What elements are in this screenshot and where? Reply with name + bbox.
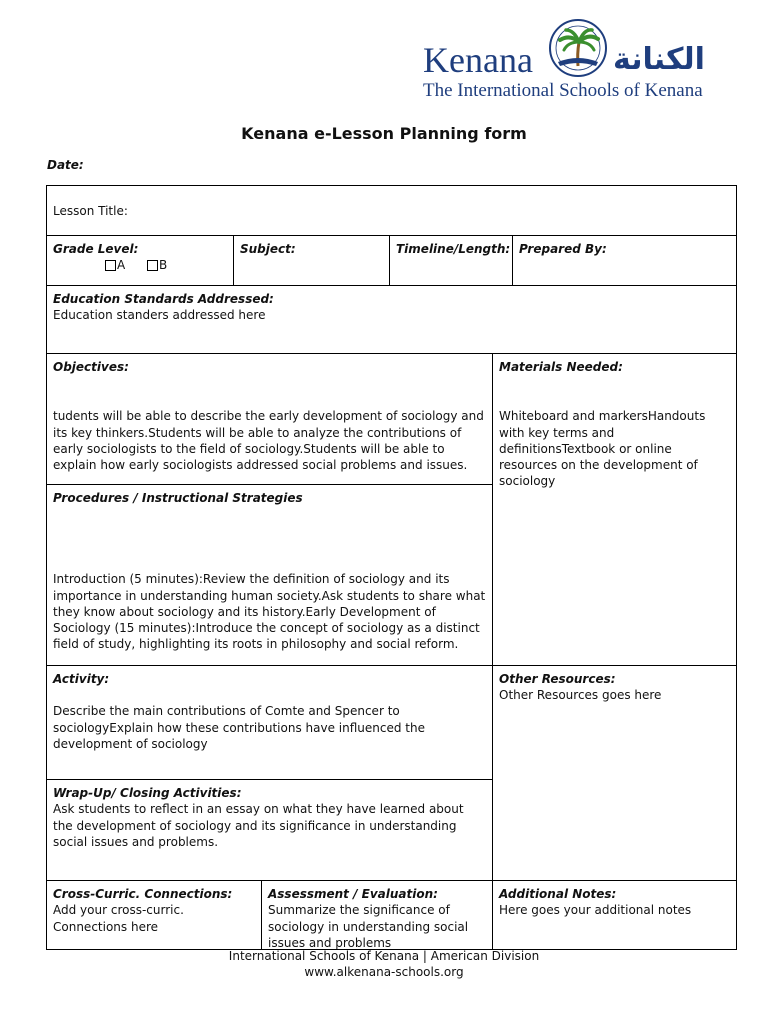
lesson-plan-form: [46, 185, 737, 950]
wrapup-label: Wrap-Up/ Closing Activities:: [53, 786, 242, 800]
cross-curric-label: Cross-Curric. Connections:: [53, 887, 233, 901]
subject-cell[interactable]: [233, 235, 390, 286]
grade-option-b-label: B: [159, 258, 168, 273]
assessment-cell[interactable]: [261, 880, 493, 950]
timeline-label: Timeline/Length:: [396, 242, 511, 256]
procedures-label: Procedures / Instructional Strategies: [53, 491, 303, 505]
assessment-text: Summarize the significance of sociology in understanding social issues and problems: [268, 903, 469, 950]
standards-text: Education standers addressed here: [53, 308, 266, 323]
activity-cell[interactable]: [46, 665, 493, 780]
procedures-text: Introduction (5 minutes):Review the definition of sociology and its importance in understanding human society.Ask students to share what they know about sociology and its history.Early Development of Sociology (15 minutes):Introduce the concept of sociology as a distinct field of study, highlighting its roots in philosophy and social reform.: [53, 572, 486, 652]
lesson-title-label: Lesson Title:: [53, 204, 128, 218]
materials-text: Whiteboard and markersHandouts with key terms and definitionsTextbook or online resources on the development of sociology: [499, 409, 706, 489]
grade-option-a[interactable]: [105, 257, 125, 273]
additional-notes-label: Additional Notes:: [499, 887, 617, 901]
logo-subtitle: The International Schools of Kenana: [423, 80, 703, 101]
objectives-label: Objectives:: [53, 360, 129, 374]
footer-website-link[interactable]: www.alkenana-schools.org: [304, 965, 464, 979]
checkbox-icon[interactable]: [147, 260, 158, 271]
grade-option-b[interactable]: [147, 257, 167, 273]
school-logo: [420, 18, 732, 104]
logo-text-ar: الكنانة: [613, 42, 705, 77]
wrapup-cell[interactable]: [46, 779, 493, 881]
wrapup-text: Ask students to reflect in an essay on what they have learned about the development of sociology and its significance in understanding social issues and problems.: [53, 802, 464, 849]
standards-cell[interactable]: [46, 285, 737, 354]
grade-level-cell: [46, 235, 234, 286]
additional-notes-cell[interactable]: [492, 880, 737, 950]
cross-curric-text: Add your cross-curric. Connections here: [53, 903, 184, 934]
logo-text-en: Kenana: [423, 40, 533, 80]
timeline-cell[interactable]: [389, 235, 513, 286]
prepared-by-cell[interactable]: [512, 235, 737, 286]
objectives-text: tudents will be able to describe the early development of sociology and its key thinkers.Students will be able to analyze the contributions of early sociologists to the field of sociology.Students will be able to explain how early sociologists addressed social problems and issues.: [53, 409, 484, 473]
materials-cell[interactable]: [492, 353, 737, 666]
palm-tree-emblem-icon: [544, 18, 612, 80]
activity-label: Activity:: [53, 672, 110, 686]
procedures-cell[interactable]: [46, 484, 493, 666]
materials-label: Materials Needed:: [499, 360, 623, 374]
other-resources-cell[interactable]: [492, 665, 737, 881]
lesson-title-cell[interactable]: [46, 185, 737, 236]
additional-notes-text: Here goes your additional notes: [499, 903, 692, 918]
standards-label: Education Standards Addressed:: [53, 292, 274, 306]
grade-level-label: Grade Level:: [53, 242, 139, 256]
activity-text: Describe the main contributions of Comte and Spencer to sociologyExplain how these contributions have influenced the development of sociology: [53, 704, 425, 751]
prepared-by-label: Prepared By:: [519, 242, 607, 256]
other-resources-text: Other Resources goes here: [499, 688, 662, 703]
grade-option-a-label: A: [117, 258, 126, 273]
checkbox-icon[interactable]: [105, 260, 116, 271]
assessment-label: Assessment / Evaluation:: [268, 887, 438, 901]
other-resources-label: Other Resources:: [499, 672, 616, 686]
page-title: Kenana e-Lesson Planning form: [241, 124, 527, 143]
date-label: Date:: [47, 158, 84, 172]
subject-label: Subject:: [240, 242, 296, 256]
footer-division: International Schools of Kenana | American Division: [228, 949, 540, 963]
cross-curric-cell[interactable]: [46, 880, 262, 950]
page-footer: [0, 948, 768, 980]
objectives-cell[interactable]: [46, 353, 493, 485]
